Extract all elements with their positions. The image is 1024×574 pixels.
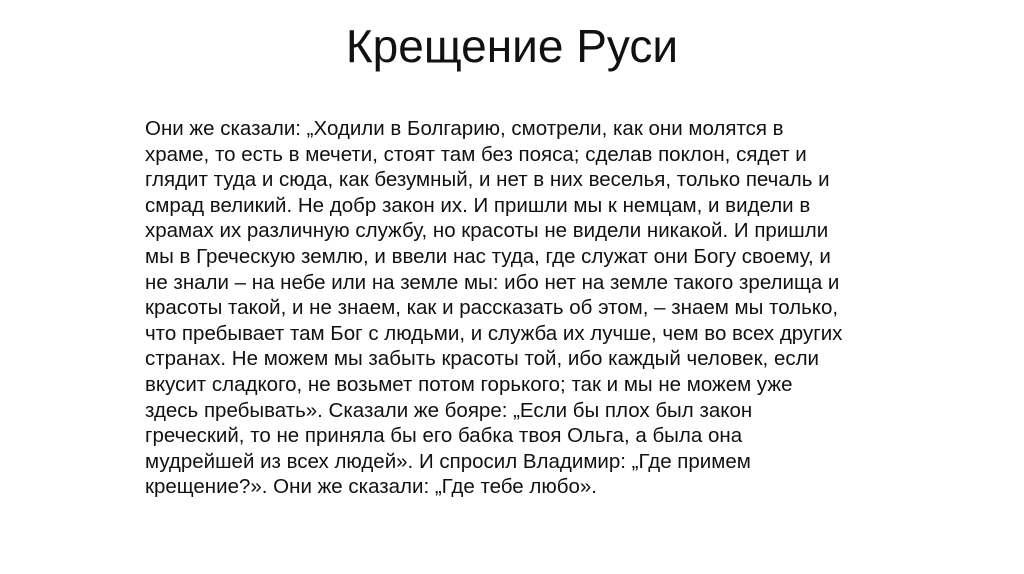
text-line: здесь пребывать». Сказали же бояре: „Если бы плох был закон [145, 398, 753, 422]
text-line: Они же сказали: „Ходили в Болгарию, смотрели, как они молятся в [145, 117, 784, 140]
slide-title: Крещение Руси [345, 20, 679, 72]
text-line: глядит туда и сюда, как безумный, и нет в них веселья, только печаль и [145, 168, 830, 192]
text-line: красоты такой, и не знаем, как и рассказать об этом, – знаем мы только, [145, 296, 839, 320]
text-line: мы в Греческую землю, и ввели нас туда, где служат они Богу своему, и [145, 244, 831, 268]
text-line: храмах их различную службу, но красоты не видели никакой. И пришли [145, 219, 829, 243]
text-line: крещение?». Они же сказали: „Где тебе любо». [145, 475, 597, 499]
text-line: мудрейшей из всех людей». И спросил Владимир: „Где примем [145, 449, 751, 473]
slide-body-text [145, 116, 905, 500]
text-line: храме, то есть в мечети, стоят там без пояса; сделав поклон, сядет и [145, 142, 807, 166]
text-line: что пребывает там Бог с людьми, и служба их лучше, чем во всех других [145, 321, 843, 345]
text-line: вкусит сладкого, не возьмет потом горького; так и мы не можем уже [145, 372, 793, 396]
text-line: странах. Не можем мы забыть красоты той, ибо каждый человек, если [145, 347, 820, 371]
text-line: греческий, то не приняла бы его бабка твоя Ольга, а была она [145, 424, 743, 448]
text-line: смрад великий. Не добр закон их. И пришли мы к немцам, и видели в [145, 193, 811, 217]
text-line: не знали – на небе или на земле мы: ибо нет на земле такого зрелища и [145, 270, 840, 294]
